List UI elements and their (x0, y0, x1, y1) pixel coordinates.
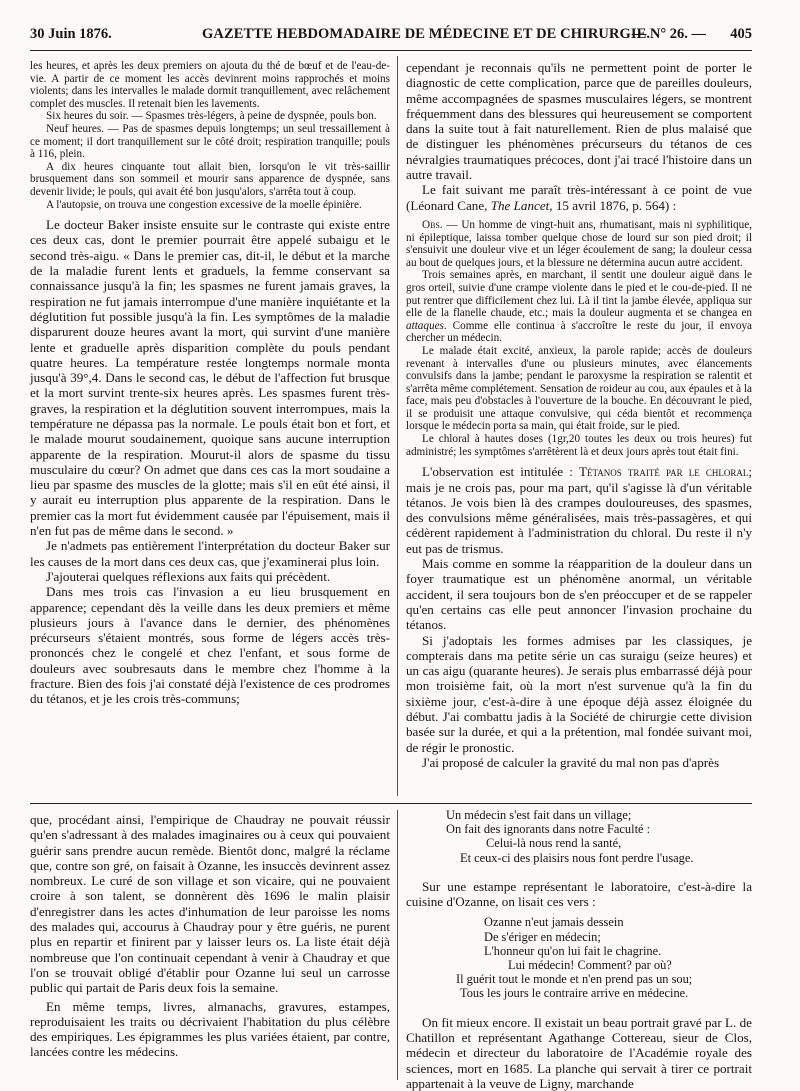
observation-paragraph: Le chloral à hautes doses (1gr,20 toutes les deux ou trois heures) fut administré; les symptômes s'arrêtèrent là et deux jours après tout était fini. (406, 433, 752, 458)
column-left-top (30, 60, 390, 796)
observation-label: Obs. (422, 218, 443, 231)
observation-paragraph: Le malade était excité, anxieux, la parole rapide; accès de douleurs revenant à intervalles d'une ou plusieurs minutes, avec élancements convulsifs dans la jambe; pendant le paroxysme la respiration se ralentit et s'arrêta même complétement. Sensation de roideur au cou, aux épaules et à la face, mais peu d'obstacles à l'ouverture de la bouche. En découvrant le pied, il se produisit une attaque convulsive, qui céda bientôt et recommença lorsque le médecin porta sa main, qui était froide, sur le pied. (406, 344, 752, 433)
observation-paragraph (406, 219, 752, 269)
header-page-number: 405 (730, 26, 752, 42)
paragraph: cependant je reconnais qu'ils ne permettent point de porter le diagnostic de cette complication, parce que de pareilles douleurs, même accompagnées de spasmes musculaires légers, se montrent fréquemment dans des blessures qui heureusement se comportent dans la suite tout à fait naturellement. Rien de plus malaisé que de distinguer les phénomènes précurseurs du tétanos de ces névralgies traumatiques précoces, dont j'ai tracé l'histoire dans un autre travail. (406, 60, 752, 183)
page-header (30, 26, 752, 46)
verse-line: Lui médecin! Comment? par où? (508, 958, 672, 973)
header-rule (30, 50, 752, 51)
verse-line: Un médecin s'est fait dans un village; (446, 808, 632, 822)
text-run: . Comme elle continua à s'accroître le reste du jour, il envoya chercher un médecin. (406, 319, 752, 345)
verse-line: Ozanne n'eut jamais dessein (484, 915, 624, 930)
journal-title: The Lancet (490, 197, 550, 213)
paragraph: On fit mieux encore. Il existait un beau portrait gravé par L. de Chatillon et représentant Agathange Cottereau, sieur de Clos, médecin et directeur du laboratoire de l'Académie royale des sciences, mort en 1685. La planche qui servait à tirer ce portrait appartenait à la veuve de Ligny, marchande (406, 1014, 752, 1091)
verse-line: Et ceux-ci des plaisirs nous font perdre l'usage. (460, 850, 694, 865)
paragraph: Je n'admets pas entièrement l'interprétation du docteur Baker sur les causes de la mort dans ces deux cas, que j'examinerai plus loin. (30, 538, 390, 569)
column-divider-top (397, 56, 398, 796)
observation-paragraph (406, 269, 752, 345)
paragraph: Sur une estampe représentant le laboratoire, c'est-à-dire la cuisine d'Ozanne, on lisait ces vers : (406, 878, 752, 910)
paragraph: Six heures du soir. — Spasmes très-légers, à peine de dyspnée, pouls bon. (46, 110, 377, 123)
verse-line: Tous les jours le contraire arrive en médecine. (460, 986, 689, 1001)
paragraph: Le docteur Baker insiste ensuite sur le contraste qui existe entre ces deux cas, dont le premier pourrait être appelé subaigu et le second très-aigu. « Dans le premier cas, dit-il, le début et la marche de la maladie furent lents et graduels, la femme conservant sa connaissance jusqu'à la fin; les spasmes ne furent jamais graves, la respiration ne fut jamais interrompue d'une manière inquiétante et la déglutition fut possible jusqu'à la fin. Les symptômes de la maladie disparurent douze heures avant la mort, qui survint d'une manière lente et graduelle après disparition complète du pouls pendant quatre heures. La température restée longtemps normale monta jusqu'à 39°,4. Dans le second cas, le début de l'affection fut brusque et la mort survint trente-six heures après. Les spasmes furent très-graves, la respiration et la déglutition souvent interrompues, mais la température ne dépassa pas la normale. Le pouls était bon et fort, et le malade mourut soudainement, quoique sans aucune interruption apparente de la respiration. Mourut-il alors de spasme du tissu musculaire du cœur? On admet que dans ces cas la mort soudaine a lieu par spasme des muscles de la glotte; mais s'il en eût été ainsi, il y aurait eu interruption plus apparente de la respiration. Dans le premier cas la mort fut évidemment causée par l'épuisement, mais il n'en fut pas de même dans le second. » (30, 217, 390, 539)
paragraph: Mais comme en somme la réapparition de la douleur dans un foyer traumatique est un phénomène anormal, un véritable accident, il sera toujours bon de s'en préoccuper et de se rappeler qu'en certains cas elle peut annoncer l'invasion prochaine du tétanos. (406, 556, 752, 633)
estampe-verse (406, 915, 752, 1000)
paragraph: les heures, et après les deux premiers on ajouta du thé de bœuf et de l'eau-de-vie. A partir de ce moment les accès devinrent moins rapprochés et moins violents; dans les intervalles le malade dormit tranquillement, avec relâchement complet des muscles. Il retenait bien les lavements. (30, 60, 390, 110)
header-date: 30 Juin 1876. (30, 26, 112, 42)
paragraph: Neuf heures. — Pas de spasmes depuis longtemps; un seul tressaillement à ce moment; il dort tranquillement sur le côté droit; respiration tranquille; pouls à 116, plein. (30, 122, 390, 161)
observation-title: Tétanos traité par le chloral (578, 464, 749, 480)
paragraph: J'ajouterai quelques réflexions aux faits qui précèdent. (46, 568, 331, 584)
text-run: Trois semaines après, en marchant, il sentit une douleur aiguë dans le gros orteil, suivie d'une crampe violente dans le pied et le cou-de-pied. Il ne put rentrer que difficilement chez lui. Là il tint la jambe élevée, appliqua sur elle de la flanelle chaude, etc.; mais la douleur augmenta et se changea en (406, 269, 752, 320)
verse-line: De s'ériger en médecin; (484, 929, 601, 944)
text-run: — Un homme de vingt-huit ans, rhumatisant, mais ni syphilitique, ni épileptique, laissa tomber quelque chose de lourd sur son pied droit; il s'ensuivit une douleur vive et un léger écoulement de sang; la douleur cessa au bout de quelques jours, et la blessure ne détermina aucun autre accident. (406, 218, 752, 269)
paragraph (406, 182, 752, 213)
paragraph: En même temps, livres, almanachs, gravures, estampes, reproduisaient les traits ou décrivaient l'habitation du plus célèbre des empiriques. Les épigrammes les plus variées étaient, par contre, lancées contre les médecins. (30, 998, 390, 1060)
column-left-bottom (30, 812, 390, 1082)
column-divider-bottom (397, 810, 398, 1080)
paragraph: Dans mes trois cas l'invasion a eu lieu brusquement en apparence; cependant dès la veille dans les deux premiers et même plusieurs jours à l'avance dans le dernier, des phénomènes précurseurs s'étaient montrés, sous forme de légers accès très-prononcés chez le congelé et chez l'enfant, et sous forme de douleurs avec soubresauts dans le membre chez l'homme à la fracture. Bien des fois j'ai constaté déjà l'existence de ces prodromes du tétanos, et je les crois très-communs; (30, 584, 390, 707)
verse-line: Celui-là nous rend la santé, (486, 836, 622, 851)
verse-line: Il guérit tout le monde et n'en prend pas un sou; (456, 972, 693, 987)
paragraph: A dix heures cinquante tout allait bien, lorsqu'on le vit très-saillir brusquement dans son sommeil et mourir sans apparence de dyspnée, sans devenir livide; le pouls, qui avait été bon jusqu'alors, s'arrêta tout à coup. (30, 160, 390, 198)
paragraph: Si j'adoptais les formes admises par les classiques, je compterais dans ma petite série un cas suraigu (seize heures) et un cas aigu (quarante heures). Je serais plus embarrassé déjà pour mon troisième fait, où la mort n'est survenue qu'à la fin du sixième jour, c'est-à-dire à une époque déjà assez éloignée du début. J'ai combattu jadis à la Société de chirurgie cette division basée sur la durée, et qui a la prétention, mal fondée suivant moi, de régir le pronostic. (406, 632, 752, 755)
paragraph: A l'autopsie, on trouva une congestion excessive de la moelle épinière. (46, 198, 362, 211)
text-run: ; mais je ne crois pas, pour ma part, qu'il s'agisse là d'un véritable tétanos. Je vois bien là des crampes douloureuses, des spasmes, des convulsions même généralisées, mais très-passagères, et qui cédèrent rapidement à l'administration du chloral. Du reste il n'y eut pas de trismus. (406, 464, 752, 556)
text-run: L'observation est intitulée : (422, 464, 579, 480)
column-right-top (406, 60, 752, 796)
feuilleton-rule (30, 803, 752, 804)
text-run: Le fait suivant me paraît très-intéressant à ce point de vue (Léonard Cane, (406, 182, 752, 213)
verse-line: On fait des ignorants dans notre Faculté : (446, 822, 651, 837)
paragraph: J'ai proposé de calculer la gravité du mal non pas d'après (422, 754, 720, 770)
header-issue-number: — N° 26. — (631, 26, 706, 42)
epigram-verse (406, 808, 752, 865)
header-title: GAZETTE HEBDOMADAIRE DE MÉDECINE ET DE CHIRURGIE. (202, 26, 651, 42)
paragraph: que, procédant ainsi, l'empirique de Chaudray ne pouvait réussir qu'en s'adressant à des malades imaginaires ou à ceux qui pouvaient guérir sans prendre aucun remède. Bientôt donc, malgré la réclame que, contre son gré, on faisait à Ozanne, les insuccès devinrent assez nombreux. Le curé de son village et son vicaire, qui ne pouvaient croire à son talent, se donnèrent dès 1696 le malin plaisir d'enregistrer dans les actes d'inhumation de leur paroisse les noms des malades qui, accourus à Chaudray pour y être guéris, ne purent plus en repartir et finirent par y laisser leurs os. La liste était déjà nombreuse que l'on continuait cependant à venir à Chaudray et que l'on se trouvait obligé d'établir pour Ozanne lui seul un carrosse public qui partait de Paris deux fois la semaine. (30, 812, 390, 996)
column-right-bottom (406, 808, 752, 1091)
text-run: , 15 avril 1876, p. 564) : (549, 197, 677, 213)
emphasis: attaques (406, 319, 444, 332)
paragraph (406, 464, 752, 556)
verse-line: L'honneur qu'on lui fait le chagrine. (484, 943, 662, 958)
